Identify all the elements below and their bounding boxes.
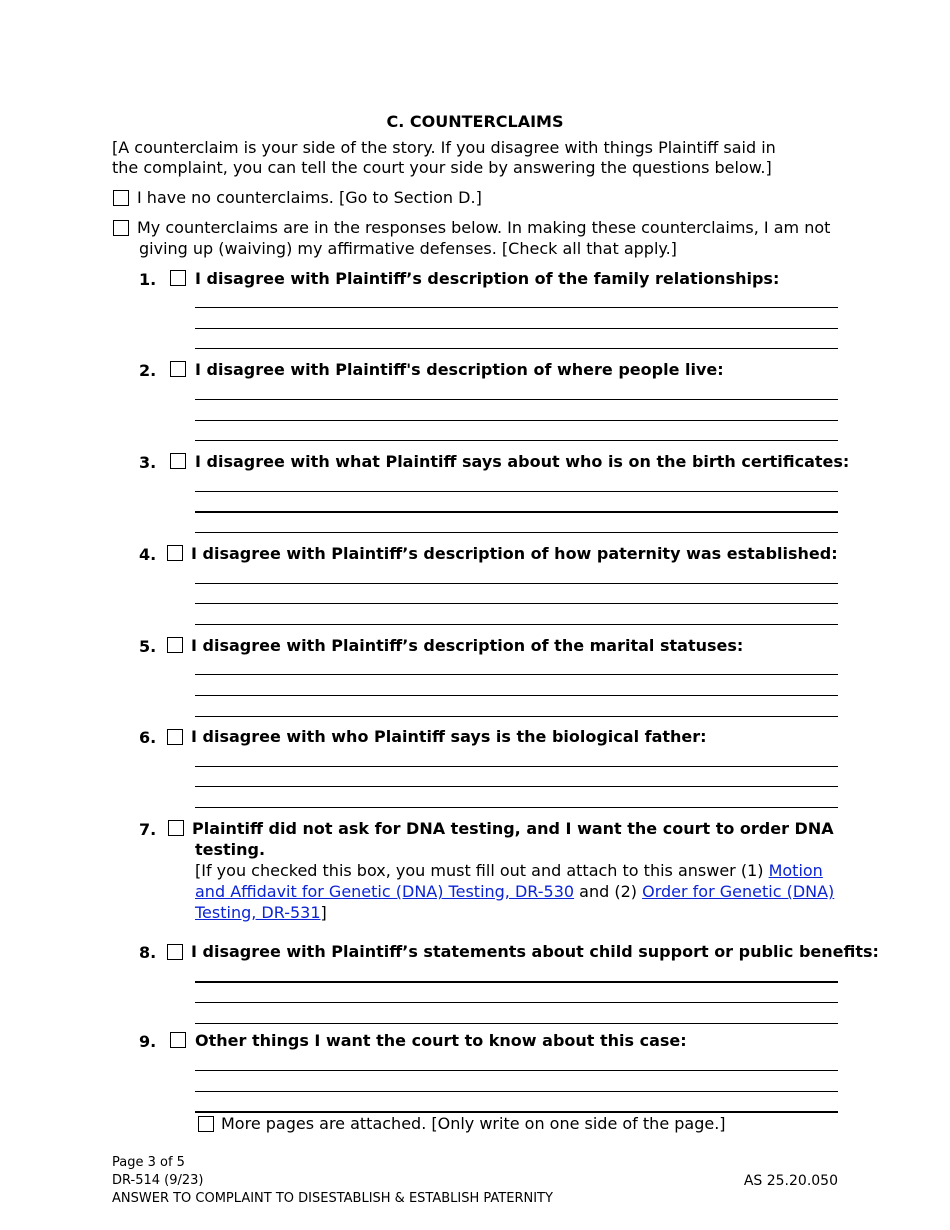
- item-5-label: I disagree with Plaintiff’s description of the marital statuses:: [191, 636, 744, 655]
- item-8-answer-line[interactable]: [195, 1002, 838, 1003]
- item-2-label: I disagree with Plaintiff's description of where people live:: [195, 360, 724, 379]
- section-title: C. COUNTERCLAIMS: [386, 112, 564, 131]
- item-6-checkbox[interactable]: [167, 729, 183, 745]
- item-9-label: Other things I want the court to know about this case:: [195, 1031, 687, 1050]
- item-4-answer-line[interactable]: [195, 583, 838, 584]
- item-8-answer-line[interactable]: [195, 1023, 838, 1024]
- item-4-answer-line[interactable]: [195, 624, 838, 625]
- item-7-label-line1: Plaintiff did not ask for DNA testing, and I want the court to order DNA: [192, 819, 834, 838]
- item-5-answer-line[interactable]: [195, 716, 838, 717]
- item-7-note-text: ]: [320, 903, 327, 922]
- item-6-answer-line[interactable]: [195, 807, 838, 808]
- item-3-checkbox[interactable]: [170, 453, 186, 469]
- item-1-answer-line[interactable]: [195, 307, 838, 308]
- item-5-checkbox[interactable]: [167, 637, 183, 653]
- item-7-note-text: and (2): [574, 882, 643, 901]
- item-4-number: 4.: [139, 545, 157, 564]
- item-3-answer-line[interactable]: [195, 511, 838, 513]
- footer-page-number: Page 3 of 5: [112, 1155, 185, 1170]
- counterclaims-below-label-line1: My counterclaims are in the responses below. In making these counterclaims, I am not: [137, 218, 831, 237]
- item-3-number: 3.: [139, 453, 157, 472]
- item-1-checkbox[interactable]: [170, 270, 186, 286]
- item-4-answer-line[interactable]: [195, 603, 838, 604]
- item-7-label-line2: testing.: [195, 840, 266, 859]
- item-7-note-text: [If you checked this box, you must fill out and attach to this answer (1): [195, 861, 769, 880]
- item-7-instructions: [195, 860, 835, 923]
- item-3-answer-line[interactable]: [195, 532, 838, 533]
- footer-form-title: ANSWER TO COMPLAINT TO DISESTABLISH & ESTABLISH PATERNITY: [112, 1191, 553, 1206]
- item-1-answer-line[interactable]: [195, 348, 838, 349]
- item-9-answer-line[interactable]: [195, 1091, 838, 1092]
- item-4-checkbox[interactable]: [167, 545, 183, 561]
- no-counterclaims-checkbox[interactable]: [113, 190, 129, 206]
- item-9-answer-line[interactable]: [195, 1111, 838, 1113]
- item-9-number: 9.: [139, 1032, 157, 1051]
- item-8-answer-line[interactable]: [195, 981, 838, 983]
- item-8-checkbox[interactable]: [167, 944, 183, 960]
- item-7-number: 7.: [139, 820, 157, 839]
- item-4-label: I disagree with Plaintiff’s description of how paternity was established:: [191, 544, 838, 563]
- item-9-checkbox[interactable]: [170, 1032, 186, 1048]
- item-7-checkbox[interactable]: [168, 820, 184, 836]
- item-2-answer-line[interactable]: [195, 440, 838, 441]
- item-8-number: 8.: [139, 943, 157, 962]
- item-1-answer-line[interactable]: [195, 328, 838, 329]
- no-counterclaims-label: I have no counterclaims. [Go to Section D.]: [137, 188, 482, 207]
- item-2-answer-line[interactable]: [195, 420, 838, 421]
- footer-statute: AS 25.20.050: [743, 1173, 838, 1189]
- item-6-number: 6.: [139, 728, 157, 747]
- footer-form-number: DR-514 (9/23): [112, 1173, 204, 1188]
- item-8-label: I disagree with Plaintiff’s statements about child support or public benefits:: [191, 942, 879, 961]
- item-6-answer-line[interactable]: [195, 786, 838, 787]
- item-2-number: 2.: [139, 361, 157, 380]
- item-2-answer-line[interactable]: [195, 399, 838, 400]
- item-3-label: I disagree with what Plaintiff says about who is on the birth certificates:: [195, 452, 850, 471]
- item-6-label: I disagree with who Plaintiff says is the biological father:: [191, 727, 707, 746]
- more-pages-label: More pages are attached. [Only write on one side of the page.]: [221, 1114, 726, 1133]
- item-1-number: 1.: [139, 270, 157, 289]
- dna-order-link[interactable]: Order for Genetic (DNA) Testing, DR-531: [195, 882, 835, 922]
- item-1-label: I disagree with Plaintiff’s description of the family relationships:: [195, 269, 780, 288]
- section-intro: [A counterclaim is your side of the story. If you disagree with things Plaintiff said in the complaint, you can tell the court your side by answering the questions below.]: [112, 138, 776, 177]
- item-3-answer-line[interactable]: [195, 491, 838, 492]
- more-pages-checkbox[interactable]: [198, 1116, 214, 1132]
- item-5-answer-line[interactable]: [195, 695, 838, 696]
- item-9-answer-line[interactable]: [195, 1070, 838, 1071]
- counterclaims-below-checkbox[interactable]: [113, 220, 129, 236]
- item-5-number: 5.: [139, 637, 157, 656]
- item-6-answer-line[interactable]: [195, 766, 838, 767]
- counterclaims-below-label-line2: giving up (waiving) my affirmative defenses. [Check all that apply.]: [139, 239, 677, 258]
- item-5-answer-line[interactable]: [195, 674, 838, 675]
- dna-motion-link[interactable]: Motion and Affidavit for Genetic (DNA) Testing, DR-530: [195, 861, 823, 901]
- item-2-checkbox[interactable]: [170, 361, 186, 377]
